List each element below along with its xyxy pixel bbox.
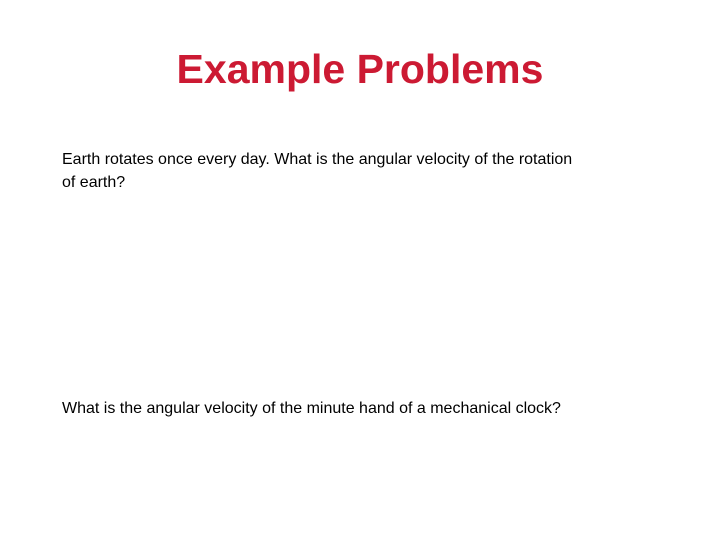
slide-title: Example Problems xyxy=(176,46,544,92)
problem-2-text: What is the angular velocity of the minute hand of a mechanical clock? xyxy=(62,400,561,417)
problem-1-text: Earth rotates once every day. What is the angular velocity of the rotation of earth? xyxy=(62,151,573,191)
